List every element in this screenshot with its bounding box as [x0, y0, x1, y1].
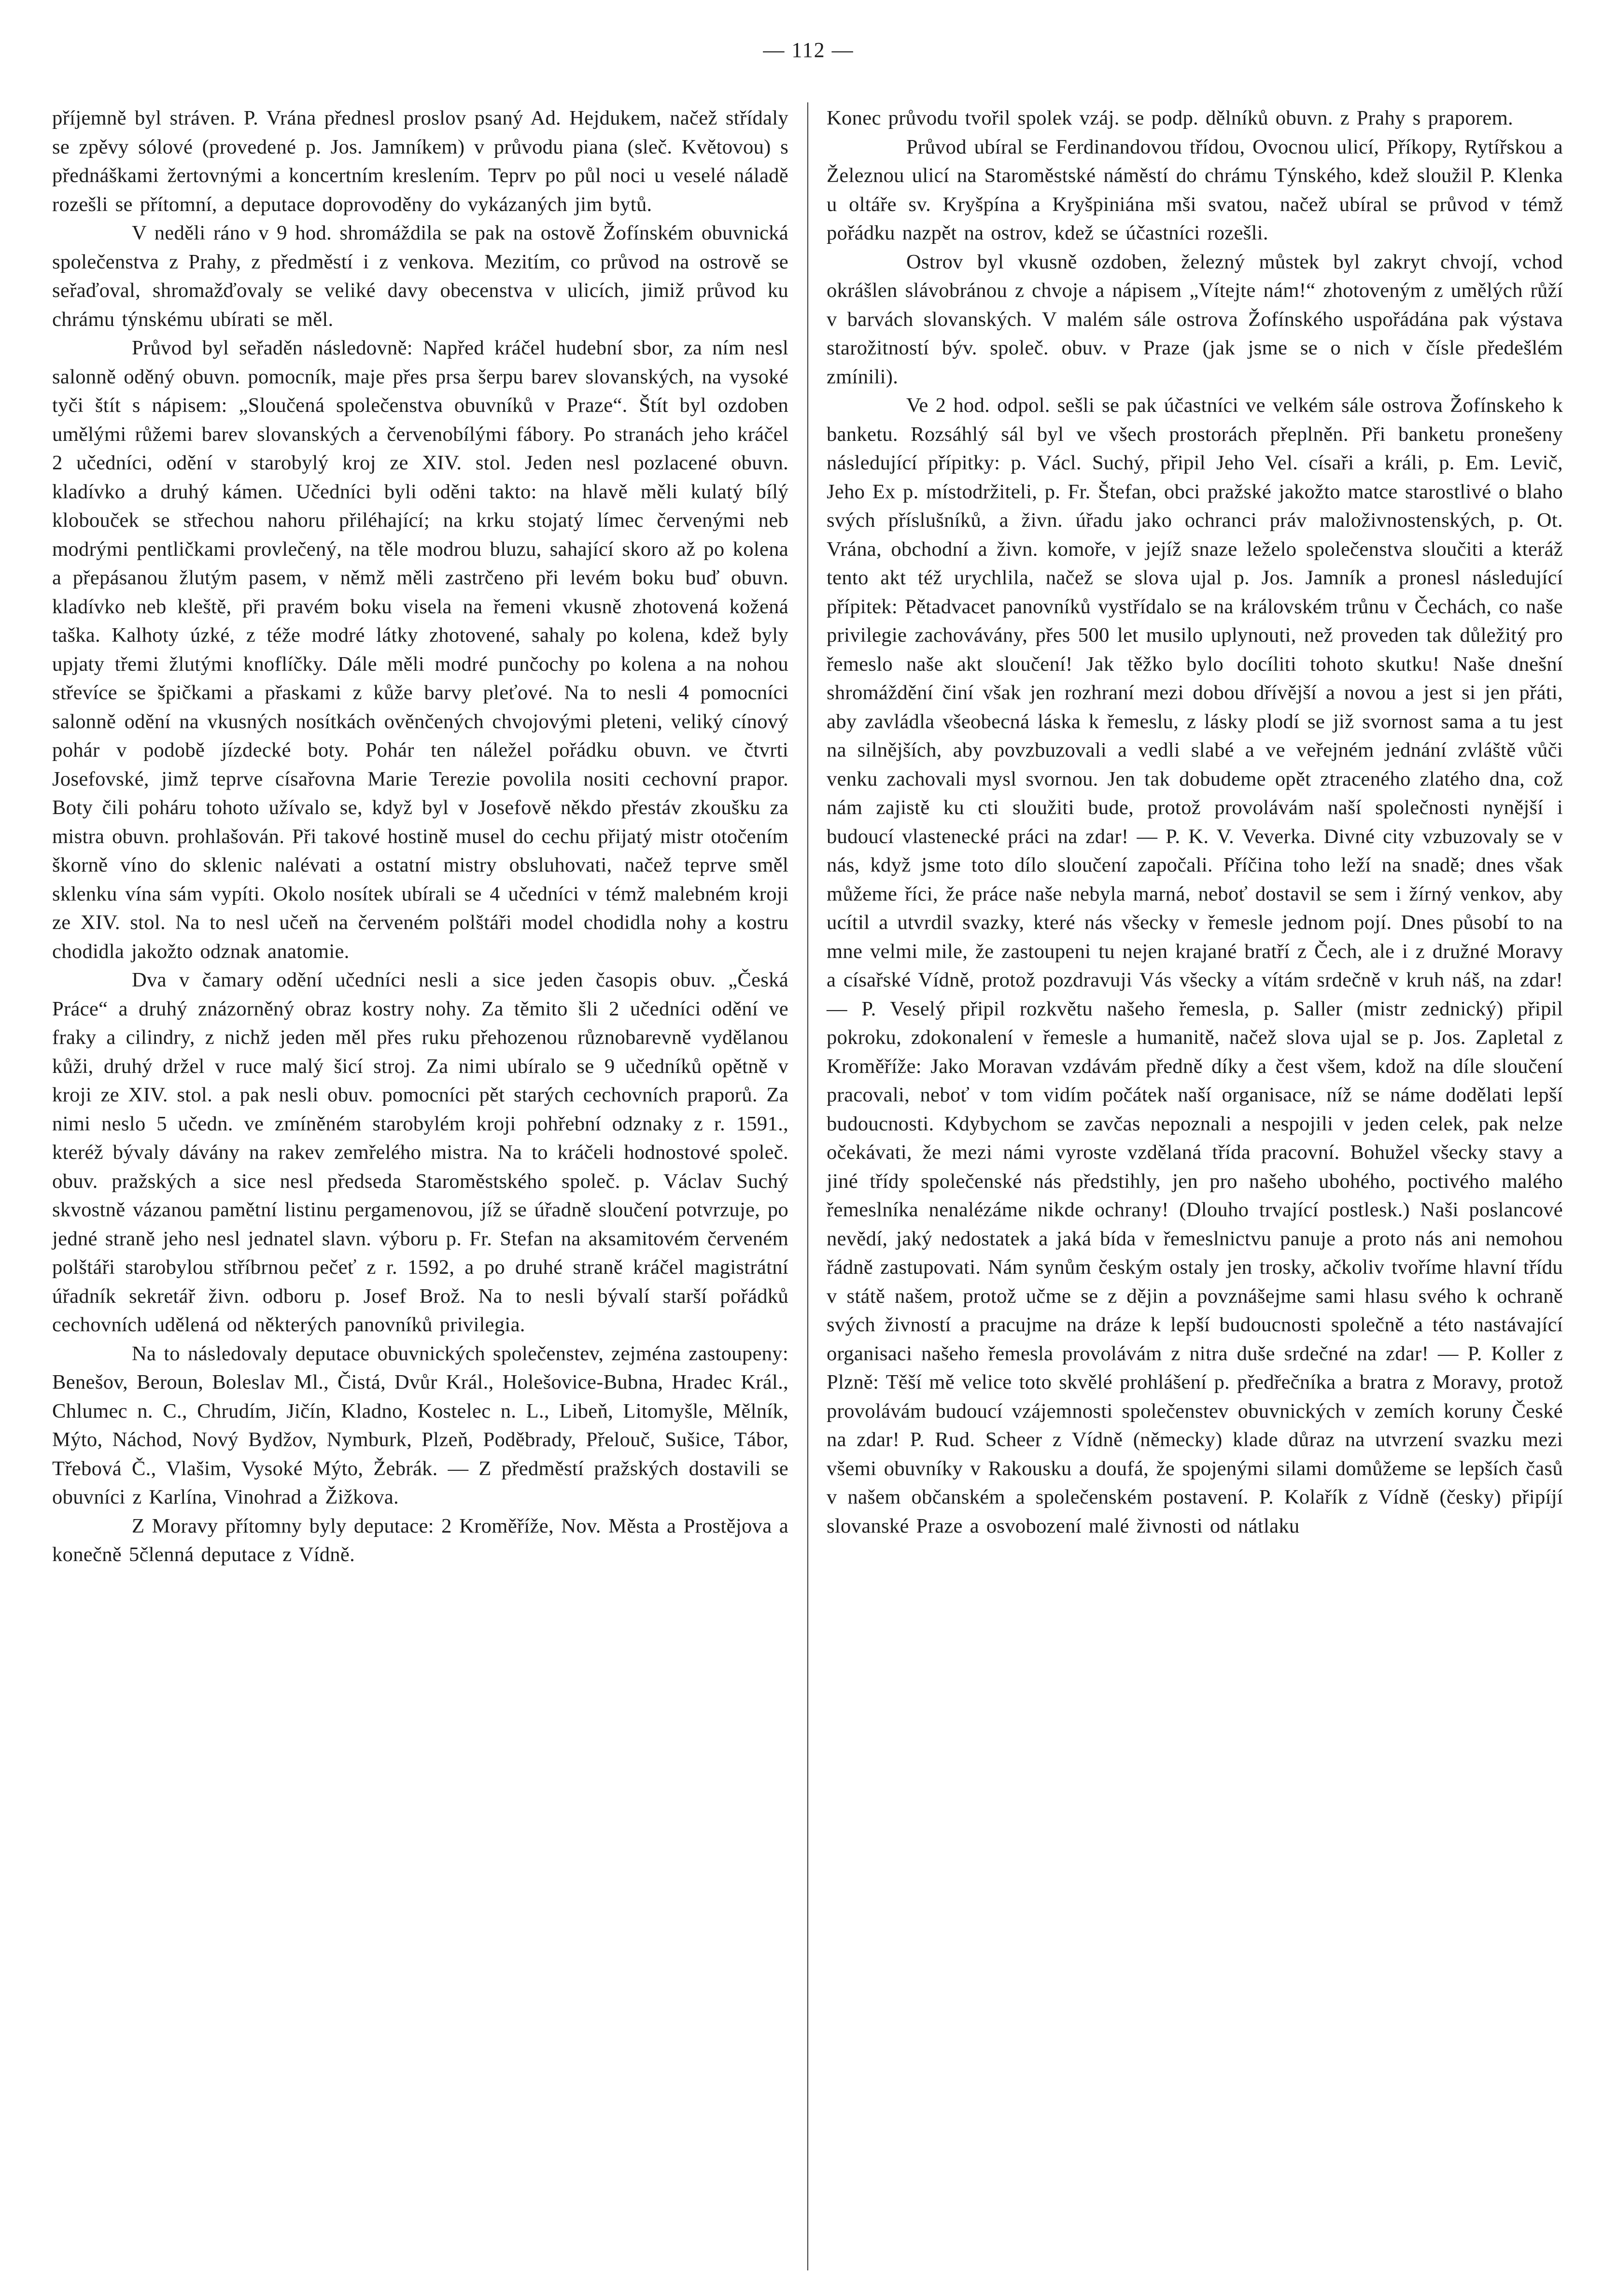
right-paragraph: Průvod ubíral se Ferdinandovou třídou, Ovocnou ulicí, Příkopy, Rytířskou a Železnou ulicí na Staroměstské náměstí do chrámu Týnského, kdež sloužil P. Klenka u oltáře sv. Kryšpína a Kryšpiniána mši svatou, načež ubíral se průvod v témž pořádku nazpět na ostrov, kdež se účastníci rozešli. [827, 135, 1563, 244]
left-paragraph: Z Moravy přítomny byly deputace: 2 Kroměříže, Nov. Města a Prostějova a konečně 5členná deputace z Vídně. [52, 1514, 788, 1566]
right-paragraph: Konec průvodu tvořil spolek vzáj. se podp. dělníků obuvn. z Prahy s praporem. [827, 107, 1513, 129]
left-paragraph: V neděli ráno v 9 hod. shromáždila se pak na ostově Žofínském obuvnická společenstva z Prahy, z předměstí i z venkova. Mezitím, co průvod na ostrově se seřaďoval, shromažďovaly se veliké davy obecenstva v ulicích, jimiž průvod ku chrámu týnskému ubírati se měl. [52, 222, 788, 331]
left-column [52, 104, 788, 1569]
page-number: — 112 — [763, 38, 854, 62]
left-paragraph: příjemně byl stráven. P. Vrána přednesl proslov psaný Ad. Hejdukem, načež střídaly se zpěvy sólové (provedené p. Jos. Jamníkem) v průvodu piana (sleč. Květovou) s přednáškami žertovnými a koncertním kreslením. Teprv po půl noci u veselé náladě rozešli se přítomní, a deputace doprovoděny do vykázaných jim bytů. [52, 107, 788, 216]
left-paragraph: Průvod byl seřaděn následovně: Napřed kráčel hudební sbor, za ním nesl salonně oděný obuvn. pomocník, maje přes prsa šerpu barev slovanských, na vysoké tyči štít s nápisem: „Sloučená společenstva obuvníků v Praze“. Štít byl ozdoben umělými růžemi barev slovanských a červenobílými fábory. Po stranách jeho kráčel 2 učedníci, odění v starobylý kroj ze XIV. stol. Jeden nesl pozlacené obuvn. kladívko a druhý kámen. Učedníci byli oděni takto: na hlavě měli kulatý bílý klobouček se střechou nahoru přiléhající; na krku stojatý límec červenými neb modrými pentličkami provlečený, na těle modrou bluzu, sahající skoro až po kolena a přepásanou žlutým pasem, v němž měli zastrčeno při levém boku buď obuvn. kladívko neb kleště, při pravém boku visela na řemeni vkusně zhotovená kožená taška. Kalhoty úzké, z téže modré látky zhotovené, sahaly po kolena, kdež byly upjaty třemi žlutými knoflíčky. Dále měli modré punčochy po kolena a na nohou střevíce se špičkami a přaskami z kůže barvy pleťové. Na to nesli 4 pomocníci salonně odění na vkusných nosítkách ověnčených chvojovými pleteni, veliký cínový pohár v podobě jízdecké boty. Pohár ten náležel pořádku obuvn. ve čtvrti Josefovské, jimž teprve císařovna Marie Terezie povolila nositi cechovní prapor. Boty čili poháru tohoto užívalo se, když byl v Josefově někdo přestáv zkoušku za mistra obuvn. prohlašován. Při takové hostině musel do cechu přijatý mistr otočením škorně víno do sklenic nalévati a ostatní mistry obsluhovati, načež teprve směl sklenku vína sám vypíti. Okolo nosítek ubírali se 4 učedníci v témž malebném kroji ze XIV. stol. Na to nesl učeň na červeném polštáři model chodidla nohy a kostru chodidla jakožto odznak anatomie. [52, 337, 788, 963]
left-paragraph: Na to následovaly deputace obuvnických společenstev, zejména zastoupeny: Benešov, Beroun, Boleslav Ml., Čistá, Dvůr Král., Holešovice-Bubna, Hradec Král., Chlumec n. C., Chrudím, Jičín, Kladno, Kostelec n. L., Libeň, Litomyšle, Mělník, Mýto, Náchod, Nový Bydžov, Nymburk, Plzeň, Poděbrady, Přelouč, Sušice, Tábor, Třebová Č., Vlašim, Vysoké Mýto, Žebrák. — Z předměstí pražských dostavili se obuvníci z Karlína, Vinohrad a Žižkova. [52, 1342, 788, 1508]
right-paragraph: Ve 2 hod. odpol. sešli se pak účastníci ve velkém sále ostrova Žofínskeho k banketu. Rozsáhlý sál byl ve všech prostorách přeplněn. Při banketu pronešeny následující přípitky: p. Václ. Suchý, připil Jeho Vel. císaři a králi, p. Em. Levič, Jeho Ex p. místodržiteli, p. Fr. Štefan, obci pražské jakožto matce starostlivé o blaho svých příslušníků, a živn. úřadu jako ochranci práv maloživnostenských, p. Ot. Vrána, obchodní a živn. komoře, v jejíž snaze leželo společenstva sloučiti a kteráž tento akt též urychlila, načež se slova ujal p. Jos. Jamník a pronesl následující přípitek: Pětadvacet panovníků vystřídalo se na královském trůnu v Čechách, co naše privilegie zachovávány, přes 500 let musilo uplynouti, než proveden tak důležitý pro řemeslo naše akt sloučení! Jak těžko bylo docíliti tohoto skutku! Naše dnešní shromáždění činí však jen rozhraní mezi dobou dřívější a novou a jest si jen přáti, aby zavládla všeobecná láska k řemeslu, z lásky plodí se již svornost sama a tu jest na silnějších, aby povzbuzovali a vedli slabé a ve veřejném jednání zvláště vůči venku zachovali mysl svornou. Jen tak dobudeme opět ztraceného zlatého dna, což nám zajistě ku cti sloužiti bude, protož provolávám naší společnosti nynější i budoucí vlastenecké práci na zdar! — P. K. V. Veverka. Divné city vzbuzovaly se v nás, když jsme toto dílo sloučení započali. Příčina toho leží na snadě; dnes však můžeme říci, že práce naše nebyla marná, neboť dostavil se sem i žírný venkov, aby ucítil a utvrdil svazky, které nás všecky v řemesle jednom pojí. Dnes působí to na mne velmi mile, že zastoupeni tu nejen krajané bratří z Čech, ale i z družné Moravy a císařské Vídně, protož pozdravuji Vás všecky a vítám srdečně v kruh náš, na zdar! — P. Veselý připil rozkvětu našeho řemesla, p. Saller (mistr zednický) připil pokroku, zdokonalení v řemesle a humanitě, načež slova ujal se p. Jos. Zapletal z Kroměříže: Jako Moravan vzdávám předně díky a čest všem, kdož na díle sloučení pracovali, neboť v tom vidím počátek naší organisace, níž se náme dodělati lepší budoucnosti. Kdybychom se zavčas nepoznali a nespojili v jeden celek, pak nelze očekávati, že mezi námi vyroste vzdělaná třída pracovní. Bohužel všecky stavy a jiné třídy společenské nás předstihly, jen pro našeho ubohého, poctivého malého řemeslníka nenalézáme nikde ochrany! (Dlouho trvající postlesk.) Naši poslancové nevědí, jaký nedostatek a jaká bída v řemeslnictvu panuje a proto nás ani nemohou řádně zastupovati. Nám synům českým ostaly jen trosky, ačkoliv tvoříme hlavní třídu v státě našem, protož učme se z dějin a povznášejme sami hlasu svého k ochraně svých živností a pracujme na dráze k lepší budoucnosti společně a této nastávající organisaci našeho řemesla provolávám z nitra duše srdečné na zdar! — P. Koller z Plzně: Těší mě velice toto skvělé prohlášení p. předřečníka a bratra z Moravy, protož provolávám budoucí vzájemnosti společenstev obuvnických v zemích koruny České na zdar! P. Rud. Scheer z Vídně (německy) klade důraz na utvrzení svazku mezi všemi obuvníky v Rakousku a doufá, že spojenými silami domůžeme se lepších časů v našem občanském a společenském postavení. P. Kolařík z Vídně (česky) připíjí slovanské Praze a osvobození malé živnosti od nátlaku [827, 394, 1563, 1537]
left-paragraph: Dva v čamary odění učedníci nesli a sice jeden časopis obuv. „Česká Práce“ a druhý znázorněný obraz kostry nohy. Za těmito šli 2 učedníci odění ve fraky a cilindry, z nichž jeden měl přes ruku přehozenou různobarevně vydělanou kůži, druhý držel v ruce malý šicí stroj. Za nimi ubíralo se 9 učedníků opětně v kroji ze XIV. stol. a pak nesli obuv. pomocníci pět starých cechovních praporů. Za nimi neslo 5 učedn. ve zmíněném starobylém kroji pohřební odznaky z r. 1591., kteréž bývaly dávány na rakev zemřelého mistra. Na to kráčeli hodnostové společ. obuv. pražských a sice nesl předseda Staroměstského společ. p. Václav Suchý skvostně vázanou pamětní listinu pergamenovou, jíž se úřadně sloučení potvrzuje, po jedné straně jeho nesl jednatel slavn. výboru p. Fr. Stefan na aksamitovém červeném polštáři starobylou stříbrnou pečeť z r. 1592, a po druhé straně kráčel magistrátní úřadník sekretář živn. odboru p. Josef Brož. Na to nesli bývalí starší pořádků cechovních udělená od některých panovníků privilegia. [52, 969, 788, 1336]
right-paragraph: Ostrov byl vkusně ozdoben, železný můstek byl zakryt chvojí, vchod okrášlen slávobránou z chvoje a nápisem „Vítejte nám!“ zhotoveným z umělých růží v barvách slovanských. V malém sále ostrova Žofínského uspořádána pak výstava starožitností býv. společ. obuv. v Praze (jak jsme se o nich v čísle předešlém zmínili). [827, 250, 1563, 388]
column-divider [807, 102, 808, 2270]
right-column [827, 104, 1563, 1540]
